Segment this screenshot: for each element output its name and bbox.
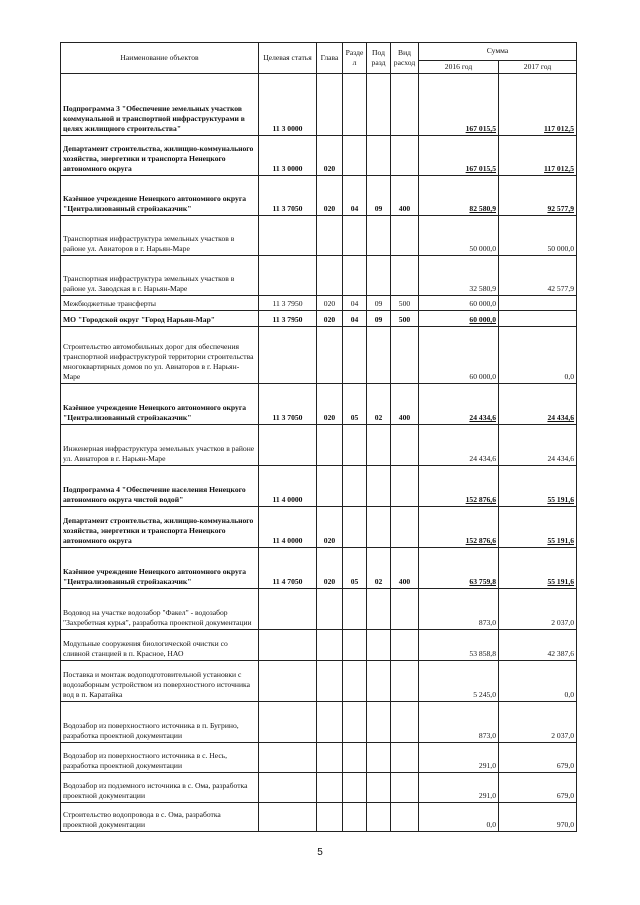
cell-y2016 — [419, 256, 499, 296]
cell-chapter — [317, 466, 343, 507]
cell-name — [61, 216, 259, 256]
cell-y2016 — [419, 176, 499, 216]
cell-text: Поставка и монтаж водоподготовительной установки с водозаборным устройством из поверхностного источника вод в п. Каратайка — [63, 669, 250, 699]
cell-expense — [391, 589, 419, 630]
cell-subsection — [367, 466, 391, 507]
cell-name — [61, 425, 259, 466]
cell-expense — [391, 74, 419, 136]
cell-y2017 — [499, 327, 577, 384]
cell-text: Транспортная инфраструктура земельных участков в районе ул. Авиаторов в г. Нарьян-Маре — [63, 233, 235, 253]
header-subsection: Под разд — [367, 43, 391, 74]
cell-y2016 — [419, 702, 499, 743]
cell-subsection — [367, 256, 391, 296]
cell-text: Инженерная инфраструктура земельных участков в районе ул. Авиаторов в г. Нарьян-Маре — [63, 443, 255, 463]
cell-article — [259, 136, 317, 176]
header-sum: Сумма — [419, 43, 577, 61]
cell-text: 400 — [398, 204, 411, 213]
cell-name — [61, 74, 259, 136]
table-row — [61, 327, 577, 384]
cell-article — [259, 773, 317, 803]
cell-section — [343, 803, 367, 832]
table-row — [61, 773, 577, 803]
cell-text: 05 — [350, 413, 359, 422]
cell-chapter — [317, 74, 343, 136]
cell-text: 09 — [374, 204, 383, 213]
cell-subsection — [367, 803, 391, 832]
cell-section — [343, 630, 367, 661]
cell-text: 117 012,5 — [544, 124, 575, 133]
cell-y2017 — [499, 136, 577, 176]
cell-name — [61, 256, 259, 296]
cell-subsection — [367, 311, 391, 327]
cell-expense — [391, 425, 419, 466]
cell-text: 020 — [323, 577, 336, 586]
cell-expense — [391, 327, 419, 384]
cell-y2017 — [499, 507, 577, 548]
cell-article — [259, 548, 317, 589]
cell-text: Департамент строительства, жилищно-коммунального хозяйства, энергетики и транспорта Ненецкого автономного округа — [63, 143, 254, 173]
cell-text: 020 — [323, 164, 336, 173]
cell-text: 24 434,6 — [547, 413, 575, 422]
cell-text: Водовод на участке водозабор "Факел" - водозабор "Захребетная курья", разработка проектной документации — [63, 607, 252, 627]
cell-y2017 — [499, 589, 577, 630]
cell-text: 679,0 — [556, 761, 575, 770]
cell-y2016 — [419, 630, 499, 661]
cell-expense — [391, 466, 419, 507]
cell-article — [259, 630, 317, 661]
table-row — [61, 136, 577, 176]
cell-chapter — [317, 507, 343, 548]
cell-y2016 — [419, 216, 499, 256]
cell-text: 873,0 — [478, 731, 496, 740]
cell-section — [343, 661, 367, 702]
header-2016: 2016 год — [419, 61, 499, 74]
cell-text: 5 245,0 — [473, 690, 496, 699]
cell-text: 2 037,0 — [551, 731, 575, 740]
cell-text: 60 000,0 — [469, 315, 496, 324]
cell-expense — [391, 702, 419, 743]
header-section: Разде л — [343, 43, 367, 74]
cell-section — [343, 216, 367, 256]
cell-section — [343, 176, 367, 216]
cell-expense — [391, 296, 419, 311]
cell-article — [259, 296, 317, 311]
cell-text: 679,0 — [556, 791, 575, 800]
header-expense: Вид расход — [391, 43, 419, 74]
cell-chapter — [317, 136, 343, 176]
header-name: Наименование объектов — [61, 43, 259, 74]
cell-expense — [391, 773, 419, 803]
cell-article — [259, 216, 317, 256]
cell-text: 400 — [398, 577, 411, 586]
cell-expense — [391, 136, 419, 176]
cell-section — [343, 327, 367, 384]
cell-text: 020 — [323, 413, 336, 422]
cell-y2016 — [419, 311, 499, 327]
cell-y2017 — [499, 176, 577, 216]
cell-expense — [391, 507, 419, 548]
cell-section — [343, 296, 367, 311]
cell-text: 167 015,5 — [465, 164, 496, 173]
table-row — [61, 425, 577, 466]
cell-text: 11 3 0000 — [272, 164, 303, 173]
cell-text: Строительство водопровода в с. Ома, разработка проектной документации — [63, 809, 221, 829]
cell-text: 09 — [374, 315, 383, 324]
cell-text: 117 012,5 — [544, 164, 575, 173]
cell-y2017 — [499, 311, 577, 327]
cell-text: 24 434,6 — [469, 454, 496, 463]
cell-text: МО "Городской округ "Город Нарьян-Мар" — [63, 315, 216, 324]
table-row — [61, 589, 577, 630]
cell-text: Подпрограмма 4 "Обеспечение населения Ненецкого автономного округа чистой водой" — [63, 484, 246, 504]
cell-text: 04 — [350, 299, 359, 308]
cell-y2016 — [419, 589, 499, 630]
cell-text: Департамент строительства, жилищно-коммунального хозяйства, энергетики и транспорта Ненецкого автономного округа — [63, 515, 254, 545]
table-row — [61, 384, 577, 425]
cell-text: 53 858,8 — [469, 649, 496, 658]
table-row — [61, 702, 577, 743]
cell-y2017 — [499, 773, 577, 803]
cell-section — [343, 311, 367, 327]
cell-section — [343, 773, 367, 803]
cell-subsection — [367, 630, 391, 661]
cell-chapter — [317, 803, 343, 832]
cell-text: 152 876,6 — [465, 536, 496, 545]
cell-text: 63 759,8 — [469, 577, 496, 586]
cell-text: 020 — [323, 204, 336, 213]
cell-text: 32 580,9 — [469, 284, 496, 293]
table-row — [61, 630, 577, 661]
cell-article — [259, 327, 317, 384]
cell-expense — [391, 216, 419, 256]
cell-y2017 — [499, 803, 577, 832]
cell-article — [259, 466, 317, 507]
cell-text: 0,0 — [486, 820, 496, 829]
cell-text: 020 — [323, 536, 336, 545]
cell-expense — [391, 743, 419, 773]
cell-y2017 — [499, 661, 577, 702]
table-row — [61, 216, 577, 256]
cell-text: 60 000,0 — [469, 372, 496, 381]
cell-text: Транспортная инфраструктура земельных участков в районе ул. Заводская в г. Нарьян-Маре — [63, 273, 235, 293]
cell-y2016 — [419, 74, 499, 136]
cell-y2017 — [499, 743, 577, 773]
cell-subsection — [367, 136, 391, 176]
cell-y2016 — [419, 425, 499, 466]
cell-y2016 — [419, 661, 499, 702]
cell-text: 02 — [374, 413, 383, 422]
cell-text: 500 — [398, 299, 411, 308]
cell-section — [343, 743, 367, 773]
table-row — [61, 466, 577, 507]
cell-text: 55 191,6 — [547, 536, 575, 545]
cell-name — [61, 773, 259, 803]
cell-y2016 — [419, 384, 499, 425]
cell-text: 970,0 — [556, 820, 575, 829]
cell-expense — [391, 548, 419, 589]
cell-text: 2 037,0 — [551, 618, 575, 627]
cell-text: 020 — [323, 315, 336, 324]
cell-subsection — [367, 548, 391, 589]
cell-article — [259, 743, 317, 773]
cell-text: Водозабор из подземного источника в с. Ома, разработка проектной документации — [63, 780, 248, 800]
cell-y2017 — [499, 74, 577, 136]
cell-chapter — [317, 176, 343, 216]
cell-y2016 — [419, 507, 499, 548]
cell-article — [259, 661, 317, 702]
cell-name — [61, 384, 259, 425]
cell-article — [259, 74, 317, 136]
cell-name — [61, 176, 259, 216]
cell-text: 50 000,0 — [469, 244, 496, 253]
cell-expense — [391, 803, 419, 832]
table-row — [61, 507, 577, 548]
cell-chapter — [317, 589, 343, 630]
header-article: Целевая статья — [259, 43, 317, 74]
cell-chapter — [317, 327, 343, 384]
cell-text: Подпрограмма 3 "Обеспечение земельных участков коммунальной и транспортной инфраструктурами в целях жилищного строительства" — [63, 103, 245, 133]
cell-article — [259, 256, 317, 296]
cell-section — [343, 702, 367, 743]
cell-text: Модульные сооружения биологической очистки со сливной станцией в п. Красное, НАО — [63, 638, 228, 658]
table-row — [61, 661, 577, 702]
cell-chapter — [317, 630, 343, 661]
cell-y2017 — [499, 296, 577, 311]
cell-article — [259, 702, 317, 743]
cell-article — [259, 311, 317, 327]
cell-article — [259, 176, 317, 216]
cell-text: 09 — [374, 299, 383, 308]
cell-y2017 — [499, 216, 577, 256]
cell-name — [61, 311, 259, 327]
page-number: 5 — [317, 847, 323, 858]
cell-subsection — [367, 176, 391, 216]
cell-y2016 — [419, 466, 499, 507]
cell-name — [61, 803, 259, 832]
cell-subsection — [367, 773, 391, 803]
cell-text: 42 387,6 — [547, 649, 575, 658]
cell-text: Казённое учреждение Ненецкого автономного округа "Централизованный стройзаказчик" — [63, 193, 247, 213]
table-row — [61, 296, 577, 311]
cell-section — [343, 384, 367, 425]
cell-text: 873,0 — [478, 618, 496, 627]
cell-subsection — [367, 589, 391, 630]
cell-expense — [391, 256, 419, 296]
cell-text: 11 3 7050 — [272, 204, 303, 213]
table-row — [61, 743, 577, 773]
cell-text: 55 191,6 — [547, 495, 575, 504]
cell-text: 42 577,9 — [547, 284, 575, 293]
cell-y2016 — [419, 296, 499, 311]
cell-section — [343, 507, 367, 548]
cell-text: 291,0 — [478, 791, 496, 800]
cell-text: 55 191,6 — [547, 577, 575, 586]
cell-text: Межбюджетные трансферты — [63, 299, 156, 308]
cell-text: 167 015,5 — [465, 124, 496, 133]
cell-subsection — [367, 327, 391, 384]
cell-text: 24 434,6 — [469, 413, 496, 422]
table-row — [61, 74, 577, 136]
cell-chapter — [317, 661, 343, 702]
cell-text: 82 580,9 — [469, 204, 496, 213]
cell-section — [343, 256, 367, 296]
table-row — [61, 311, 577, 327]
cell-y2017 — [499, 425, 577, 466]
cell-subsection — [367, 507, 391, 548]
cell-expense — [391, 384, 419, 425]
cell-name — [61, 743, 259, 773]
cell-text: Казённое учреждение Ненецкого автономного округа "Централизованный стройзаказчик" — [63, 402, 247, 422]
cell-section — [343, 589, 367, 630]
cell-text: 11 3 7050 — [272, 413, 303, 422]
cell-text: 60 000,0 — [469, 299, 496, 308]
cell-subsection — [367, 74, 391, 136]
cell-chapter — [317, 256, 343, 296]
cell-section — [343, 136, 367, 176]
cell-y2017 — [499, 256, 577, 296]
header-chapter: Глава — [317, 43, 343, 74]
cell-y2016 — [419, 773, 499, 803]
cell-chapter — [317, 743, 343, 773]
table-row — [61, 548, 577, 589]
cell-text: 24 434,6 — [547, 454, 575, 463]
cell-text: 92 577,9 — [547, 204, 575, 213]
cell-y2017 — [499, 548, 577, 589]
cell-text: 05 — [350, 577, 359, 586]
cell-expense — [391, 630, 419, 661]
cell-name — [61, 630, 259, 661]
cell-section — [343, 548, 367, 589]
cell-text: Водозабор из поверхностного источника в с. Несь, разработка проектной документации — [63, 750, 228, 770]
budget-table — [60, 42, 577, 832]
cell-text: 500 — [398, 315, 411, 324]
table-row — [61, 256, 577, 296]
cell-y2016 — [419, 803, 499, 832]
cell-chapter — [317, 216, 343, 256]
cell-expense — [391, 661, 419, 702]
cell-name — [61, 702, 259, 743]
cell-name — [61, 136, 259, 176]
cell-subsection — [367, 425, 391, 466]
cell-text: 152 876,6 — [465, 495, 496, 504]
cell-name — [61, 548, 259, 589]
cell-expense — [391, 176, 419, 216]
cell-article — [259, 803, 317, 832]
cell-text: Строительство автомобильных дорог для обеспечения транспортной инфраструктурой территории строительства многоквартирных домов по ул. Авиаторов в г. Нарьян-Маре — [63, 341, 254, 381]
cell-chapter — [317, 296, 343, 311]
cell-name — [61, 466, 259, 507]
cell-article — [259, 384, 317, 425]
cell-text: 11 4 0000 — [272, 495, 303, 504]
cell-section — [343, 466, 367, 507]
cell-section — [343, 74, 367, 136]
cell-y2016 — [419, 743, 499, 773]
table-row — [61, 176, 577, 216]
cell-chapter — [317, 773, 343, 803]
cell-subsection — [367, 384, 391, 425]
cell-text: Казённое учреждение Ненецкого автономного округа "Централизованный стройзаказчик" — [63, 566, 247, 586]
cell-text: 04 — [350, 315, 359, 324]
cell-text: 020 — [323, 299, 336, 308]
cell-text: 11 4 0000 — [272, 536, 303, 545]
cell-text: 400 — [398, 413, 411, 422]
cell-article — [259, 507, 317, 548]
cell-subsection — [367, 702, 391, 743]
cell-y2017 — [499, 702, 577, 743]
cell-name — [61, 296, 259, 311]
cell-subsection — [367, 296, 391, 311]
cell-text: 0,0 — [564, 690, 575, 699]
cell-expense — [391, 311, 419, 327]
cell-name — [61, 327, 259, 384]
cell-text: Водозабор из поверхностного источника в п. Бугрино, разработка проектной документации — [63, 720, 239, 740]
cell-text: 50 000,0 — [547, 244, 575, 253]
cell-text: 11 3 0000 — [272, 124, 303, 133]
cell-subsection — [367, 216, 391, 256]
cell-chapter — [317, 384, 343, 425]
cell-text: 11 3 7950 — [272, 299, 303, 308]
cell-text: 11 3 7950 — [272, 315, 303, 324]
cell-y2016 — [419, 136, 499, 176]
cell-name — [61, 589, 259, 630]
cell-article — [259, 425, 317, 466]
cell-name — [61, 507, 259, 548]
cell-article — [259, 589, 317, 630]
cell-y2017 — [499, 630, 577, 661]
cell-chapter — [317, 311, 343, 327]
table-row — [61, 803, 577, 832]
header-2017: 2017 год — [499, 61, 577, 74]
cell-text: 02 — [374, 577, 383, 586]
cell-y2017 — [499, 466, 577, 507]
cell-y2016 — [419, 548, 499, 589]
cell-subsection — [367, 743, 391, 773]
cell-text: 0,0 — [564, 372, 575, 381]
cell-y2016 — [419, 327, 499, 384]
cell-y2017 — [499, 384, 577, 425]
cell-chapter — [317, 702, 343, 743]
cell-subsection — [367, 661, 391, 702]
cell-name — [61, 661, 259, 702]
cell-chapter — [317, 425, 343, 466]
cell-chapter — [317, 548, 343, 589]
cell-section — [343, 425, 367, 466]
cell-text: 04 — [350, 204, 359, 213]
cell-text: 11 4 7050 — [272, 577, 303, 586]
cell-text: 291,0 — [478, 761, 496, 770]
